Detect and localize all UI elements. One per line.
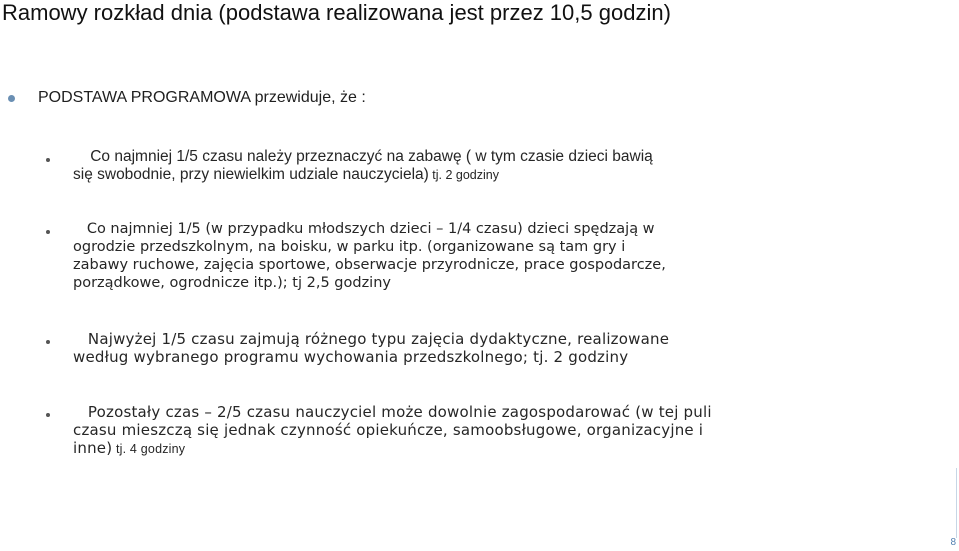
list-item — [73, 220, 773, 292]
list-item-line: zabawy ruchowe, zajęcia sportowe, obserwacje przyrodnicze, prace gospodarcze, — [73, 257, 666, 273]
decorative-rule — [956, 468, 957, 538]
item-text: Co najmniej 1/5 czasu należy przeznaczyć na zabawę ( w tym czasie dzieci bawią — [90, 148, 653, 165]
item-text: się swobodnie, przy niewielkim udziale nauczyciela) — [73, 166, 429, 183]
item-text: Co najmniej 1/5 (w przypadku młodszych dzieci – 1/4 czasu) dzieci spędzają w — [86, 221, 655, 237]
slide-title: Ramowy rozkład dnia (podstawa realizowana jest przez 10,5 godzin) — [2, 0, 671, 25]
list-item-line: ogrodzie przedszkolnym, na boisku, w parku itp. (organizowane są tam gry i — [73, 239, 626, 255]
bullet-icon — [46, 158, 50, 162]
bullet-icon — [8, 95, 15, 102]
bullet-icon — [46, 413, 50, 417]
bullet-icon — [46, 340, 50, 344]
list-item-line: według wybranego programu wychowania przedszkolnego; tj. 2 godziny — [73, 348, 629, 366]
list-item-line — [73, 148, 773, 166]
list-item — [73, 403, 773, 458]
list-item-line — [73, 403, 773, 421]
item-duration: tj. 2 godziny — [428, 168, 499, 182]
bullet-icon — [46, 230, 50, 234]
item-text: Najwyżej 1/5 czasu zajmują różnego typu zajęcia dydaktyczne, realizowane — [87, 330, 670, 348]
list-item — [73, 148, 773, 184]
item-text: Pozostały czas – 2/5 czasu nauczyciel może dowolnie zagospodarować (w tej puli — [87, 403, 712, 421]
list-item-line — [73, 220, 773, 238]
page-number: 8 — [950, 537, 956, 548]
list-item-line — [73, 166, 773, 184]
list-item-line: porządkowe, ogrodnicze itp.); tj 2,5 godziny — [73, 275, 391, 291]
intro-text: PODSTAWA PROGRAMOWA przewiduje, że : — [38, 89, 366, 106]
list-item-line — [73, 330, 773, 348]
list-item — [73, 330, 773, 366]
list-item-line: czasu mieszczą się jednak czynność opiekuńcze, samoobsługowe, organizacyjne i — [73, 421, 704, 439]
list-item-line — [73, 439, 773, 458]
item-duration: tj. 4 godziny — [112, 442, 186, 456]
item-text: inne) — [73, 439, 113, 457]
